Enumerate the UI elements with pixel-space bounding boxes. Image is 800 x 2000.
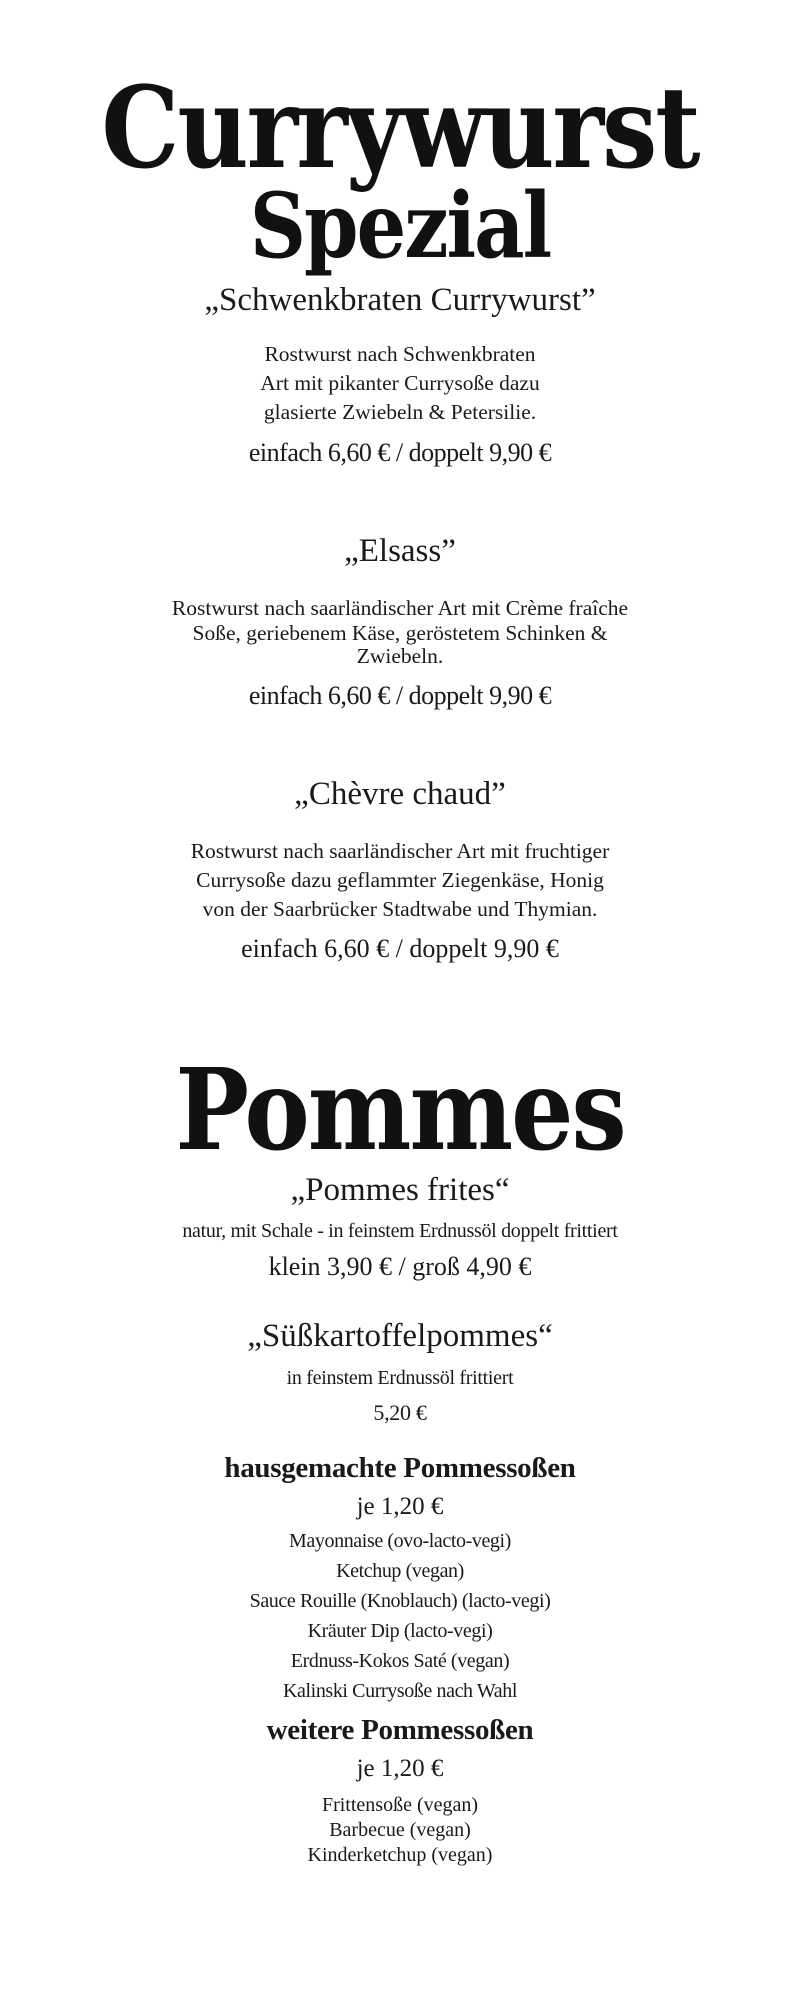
list-item: Sauce Rouille (Knoblauch) (lacto-vegi): [249, 1590, 551, 1612]
list-item: Kinderketchup (vegan): [307, 1844, 493, 1866]
list-item: Kräuter Dip (lacto-vegi): [307, 1620, 493, 1642]
item-desc-suesskartoffel: in feinstem Erdnussöl frittiert: [286, 1367, 514, 1389]
item-name-schwenkbraten: „Schwenkbraten Currywurst”: [204, 282, 596, 318]
more-sauces-list: [0, 1793, 800, 1868]
house-sauces-heading: hausgemachte Pommessoßen: [224, 1452, 576, 1484]
item-name-elsass: „Elsass”: [344, 533, 456, 569]
item-price-suesskartoffel: 5,20 €: [373, 1400, 427, 1425]
list-item: Barbecue (vegan): [329, 1819, 471, 1841]
item-name-suesskartoffel: „Süßkartoffelpommes“: [247, 1318, 553, 1354]
list-item: Mayonnaise (ovo-lacto-vegi): [289, 1530, 511, 1552]
item-name-pommes-frites: „Pommes frites“: [290, 1172, 510, 1208]
item-desc-chevre: Rostwurst nach saarländischer Art mit fruchtiger Currysoße dazu geflammter Ziegenkäse, Honig von der Saarbrücker Stadtwabe und Thymian.: [190, 839, 610, 921]
more-sauces-price: je 1,20 €: [356, 1755, 444, 1782]
section-title-currywurst: Currywurst: [101, 62, 699, 195]
section-title-spezial: Spezial: [249, 174, 551, 279]
list-item: Ketchup (vegan): [336, 1560, 464, 1582]
item-desc-pommes-frites: natur, mit Schale - in feinstem Erdnussöl doppelt frittiert: [182, 1220, 618, 1242]
house-sauces-price: je 1,20 €: [356, 1493, 444, 1520]
item-price-chevre: einfach 6,60 € / doppelt 9,90 €: [241, 934, 559, 963]
list-item: Frittensoße (vegan): [321, 1794, 479, 1816]
item-name-chevre: „Chèvre chaud”: [294, 776, 506, 812]
more-sauces-heading: weitere Pommessoßen: [266, 1714, 534, 1746]
item-desc-elsass: Rostwurst nach saarländischer Art mit Crème fraîche Soße, geriebenem Käse, geröstetem Schinken & Zwiebeln.: [171, 596, 629, 668]
list-item: Kalinski Currysoße nach Wahl: [283, 1680, 517, 1702]
item-price-elsass: einfach 6,60 € / doppelt 9,90 €: [248, 681, 552, 710]
item-desc-schwenkbraten: Rostwurst nach Schwenkbraten Art mit pikanter Currysoße dazu glasierte Zwiebeln & Petersilie.: [260, 342, 540, 424]
item-price-pommes-frites: klein 3,90 € / groß 4,90 €: [268, 1252, 532, 1281]
section-title-pommes: Pommes: [175, 1044, 625, 1177]
list-item: Erdnuss-Kokos Saté (vegan): [290, 1650, 510, 1672]
house-sauces-list: [0, 1526, 800, 1706]
item-price-schwenkbraten: einfach 6,60 € / doppelt 9,90 €: [248, 438, 552, 467]
